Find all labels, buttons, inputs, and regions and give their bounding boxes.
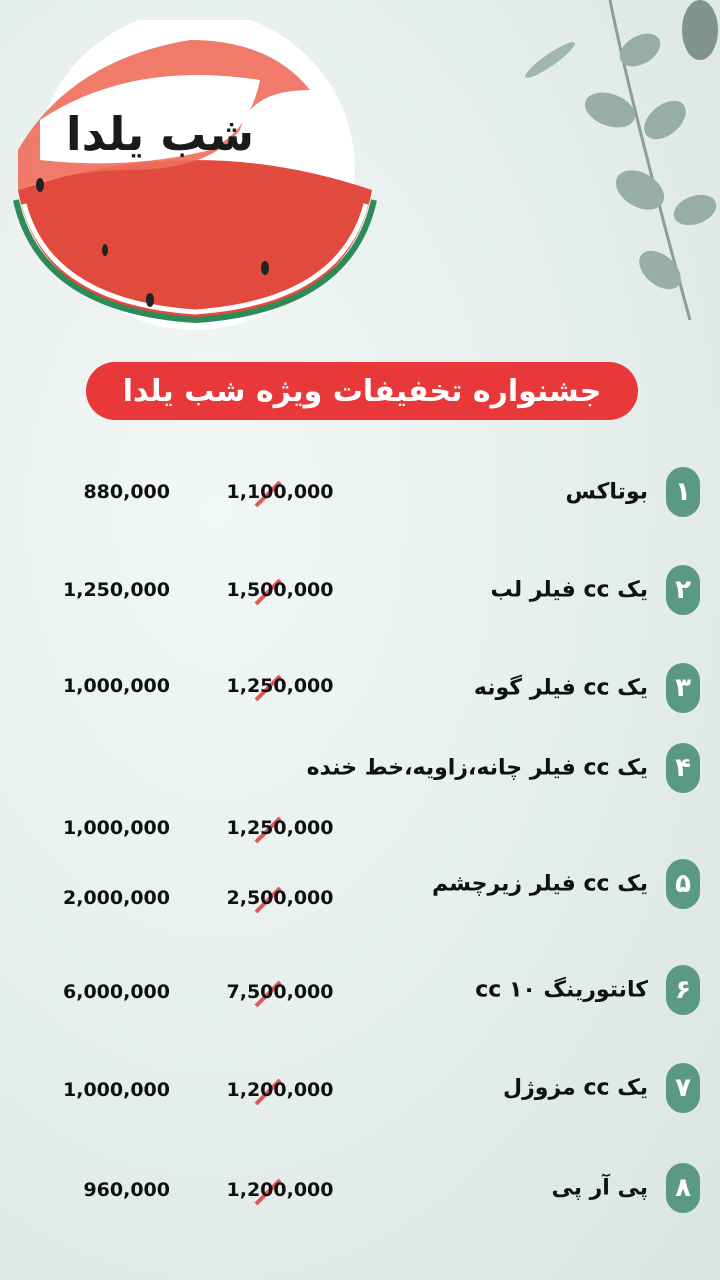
item-name: یک cc فیلر چانه،زاویه،خط خنده	[306, 755, 648, 781]
item-name: بوتاکس	[565, 479, 648, 505]
item-number-badge: ۵	[666, 859, 700, 909]
new-price: 1,250,000	[63, 579, 170, 601]
old-price	[222, 981, 338, 1003]
old-price-value: 1,500,000	[226, 579, 334, 601]
old-price	[222, 817, 338, 839]
item-number-badge: ۳	[666, 663, 700, 713]
new-price: 1,000,000	[63, 817, 170, 839]
old-price	[222, 887, 338, 909]
item-number-badge: ۶	[666, 965, 700, 1015]
page-title: جشنواره تخفیفات ویژه شب یلدا	[86, 362, 638, 420]
item-name: یک cc مزوژل	[503, 1075, 648, 1101]
old-price-value: 1,200,000	[226, 1079, 334, 1101]
item-name: یک cc فیلر لب	[490, 577, 648, 603]
old-price	[222, 579, 338, 601]
old-price-value: 1,250,000	[226, 817, 334, 839]
item-number-badge: ۷	[666, 1063, 700, 1113]
old-price-value: 1,200,000	[226, 1179, 334, 1201]
item-number-badge: ۱	[666, 467, 700, 517]
watermelon-logo	[10, 20, 380, 330]
new-price: 6,000,000	[63, 981, 170, 1003]
item-name: کانتورینگ ۱۰ cc	[475, 977, 648, 1003]
new-price: 1,000,000	[63, 1079, 170, 1101]
eucalyptus-decoration-icon	[490, 0, 720, 330]
new-price: 880,000	[83, 481, 170, 503]
item-number-badge: ۸	[666, 1163, 700, 1213]
item-name: یک cc فیلر زیرچشم	[431, 871, 648, 897]
item-name: یک cc فیلر گونه	[473, 675, 648, 701]
old-price-value: 1,100,000	[226, 481, 334, 503]
logo-text: شب یلدا	[65, 107, 255, 161]
new-price: 960,000	[83, 1179, 170, 1201]
item-name: پی آر پی	[551, 1175, 648, 1201]
old-price	[222, 675, 338, 697]
old-price-value: 1,250,000	[226, 675, 334, 697]
new-price: 2,000,000	[63, 887, 170, 909]
old-price	[222, 1179, 338, 1201]
item-number-badge: ۴	[666, 743, 700, 793]
item-number-badge: ۲	[666, 565, 700, 615]
old-price	[222, 1079, 338, 1101]
new-price: 1,000,000	[63, 675, 170, 697]
old-price	[222, 481, 338, 503]
old-price-value: 2,500,000	[226, 887, 334, 909]
old-price-value: 7,500,000	[226, 981, 334, 1003]
